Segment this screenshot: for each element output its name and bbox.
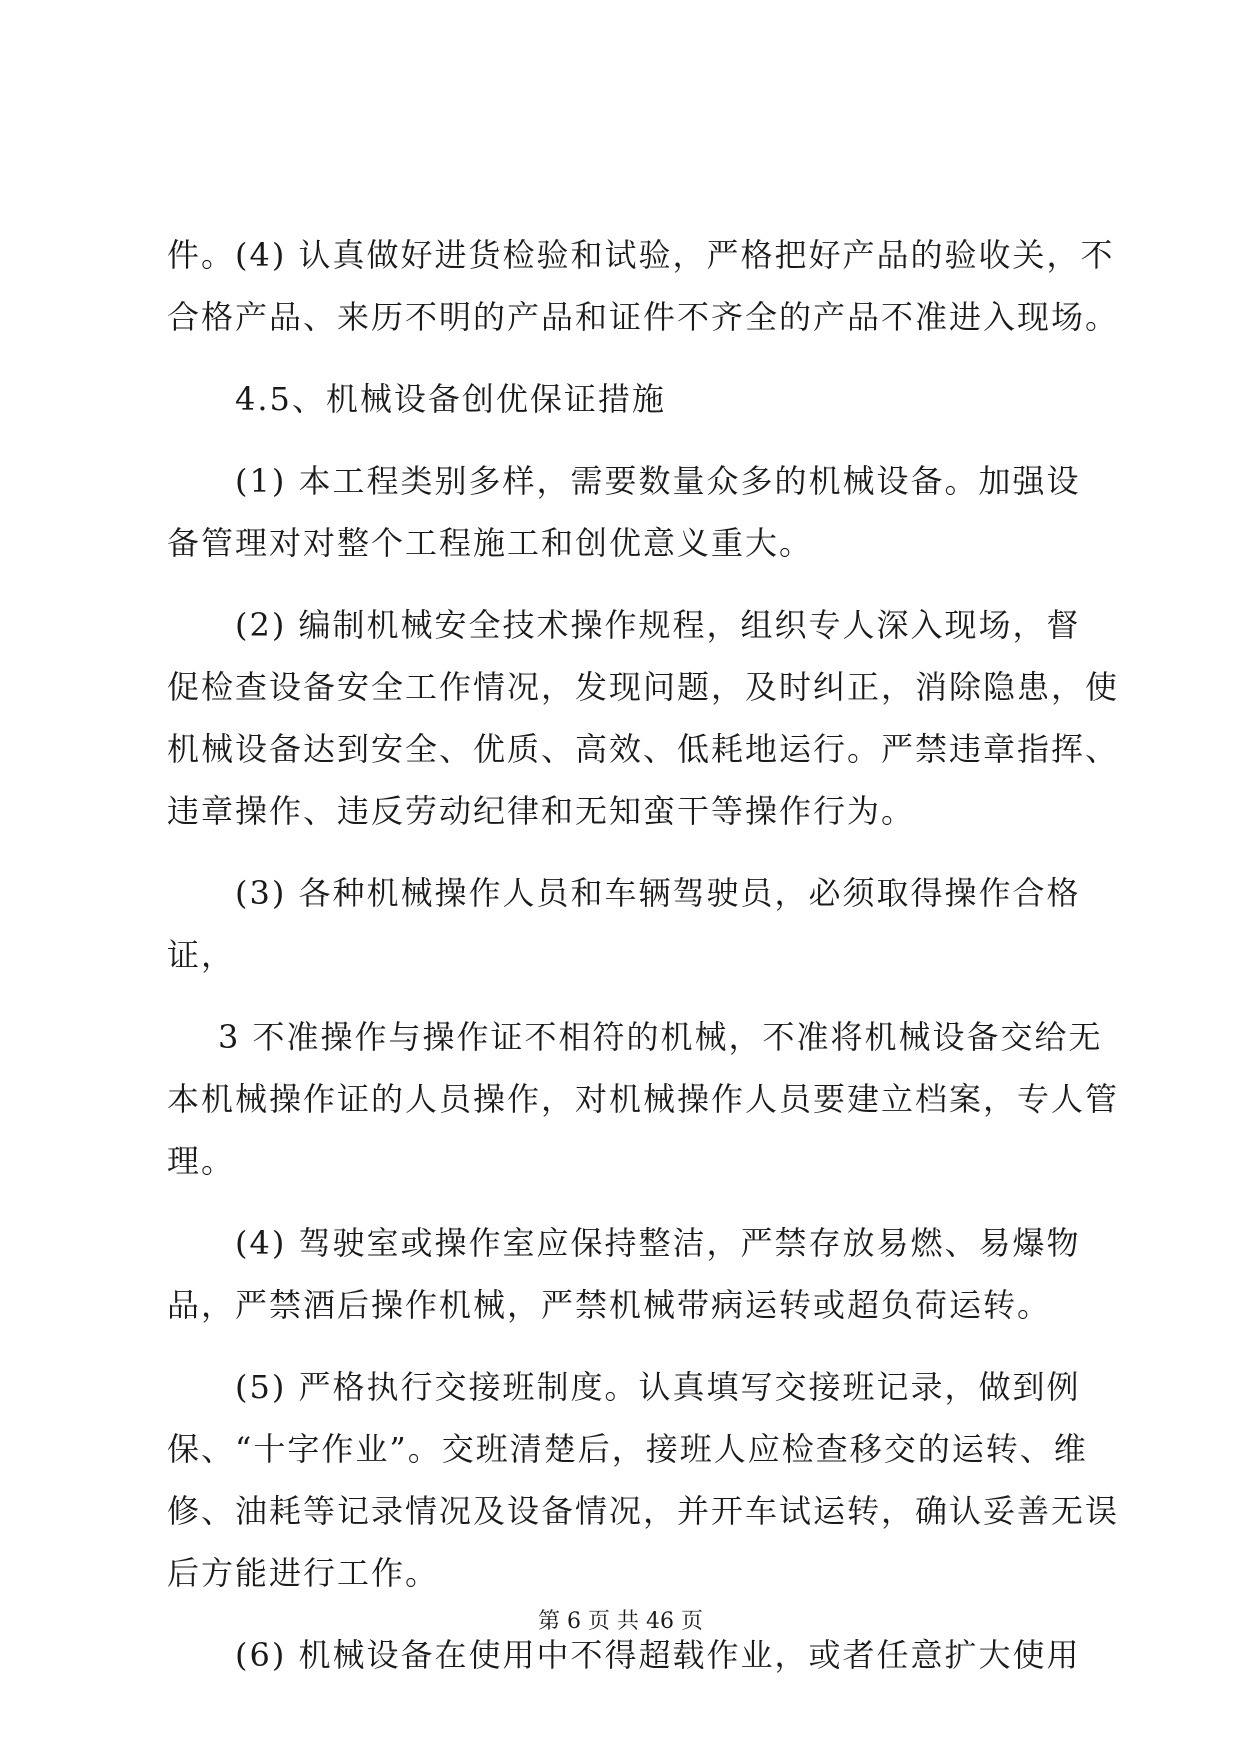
text-line: 违章操作、违反劳动纪律和无知蛮干等操作行为。 <box>167 792 916 830</box>
text-line: 3 不准操作与操作证不相符的机械，不准将机械设备交给无 <box>218 1018 1103 1056</box>
section-heading: 4.5、机械设备创优保证措施 <box>235 380 666 418</box>
text-line: (4) 驾驶室或操作室应保持整洁，严禁存放易燃、易爆物 <box>235 1224 1081 1262</box>
text-line: 件。(4) 认真做好进货检验和试验，严格把好产品的验收关，不 <box>167 236 1115 274</box>
text-line: 合格产品、来历不明的产品和证件不齐全的产品不准进入现场。 <box>167 298 1120 336</box>
text-line: 机械设备达到安全、优质、高效、低耗地运行。严禁违章指挥、 <box>167 730 1120 768</box>
text-line: 保、“十字作业”。交班清楚后，接班人应检查移交的运转、维 <box>167 1430 1088 1468</box>
text-line: 本机械操作证的人员操作，对机械操作人员要建立档案，专人管 <box>167 1080 1120 1118</box>
document-body <box>167 224 1120 1686</box>
text-line: (1) 本工程类别多样，需要数量众多的机械设备。加强设 <box>235 462 1081 500</box>
text-line: 修、油耗等记录情况及设备情况，并开车试运转，确认妥善无误 <box>167 1492 1120 1530</box>
text-line: (6) 机械设备在使用中不得超载作业，或者任意扩大使用 <box>235 1636 1081 1674</box>
text-line: (2) 编制机械安全技术操作规程，组织专人深入现场，督 <box>235 606 1081 644</box>
text-line: 后方能进行工作。 <box>167 1554 440 1592</box>
text-line: 品，严禁酒后操作机械，严禁机械带病运转或超负荷运转。 <box>167 1286 1052 1324</box>
text-line: 证， <box>167 936 236 974</box>
text-line: 理。 <box>167 1142 236 1180</box>
text-line: (5) 严格执行交接班制度。认真填写交接班记录，做到例 <box>235 1368 1081 1406</box>
text-line: (3) 各种机械操作人员和车辆驾驶员，必须取得操作合格 <box>235 874 1081 912</box>
page-footer: 第 6 页 共 46 页 <box>538 1609 703 1634</box>
text-line: 促检查设备安全工作情况，发现问题，及时纠正，消除隐患，使 <box>167 668 1120 706</box>
text-line: 备管理对对整个工程施工和创优意义重大。 <box>167 524 814 562</box>
